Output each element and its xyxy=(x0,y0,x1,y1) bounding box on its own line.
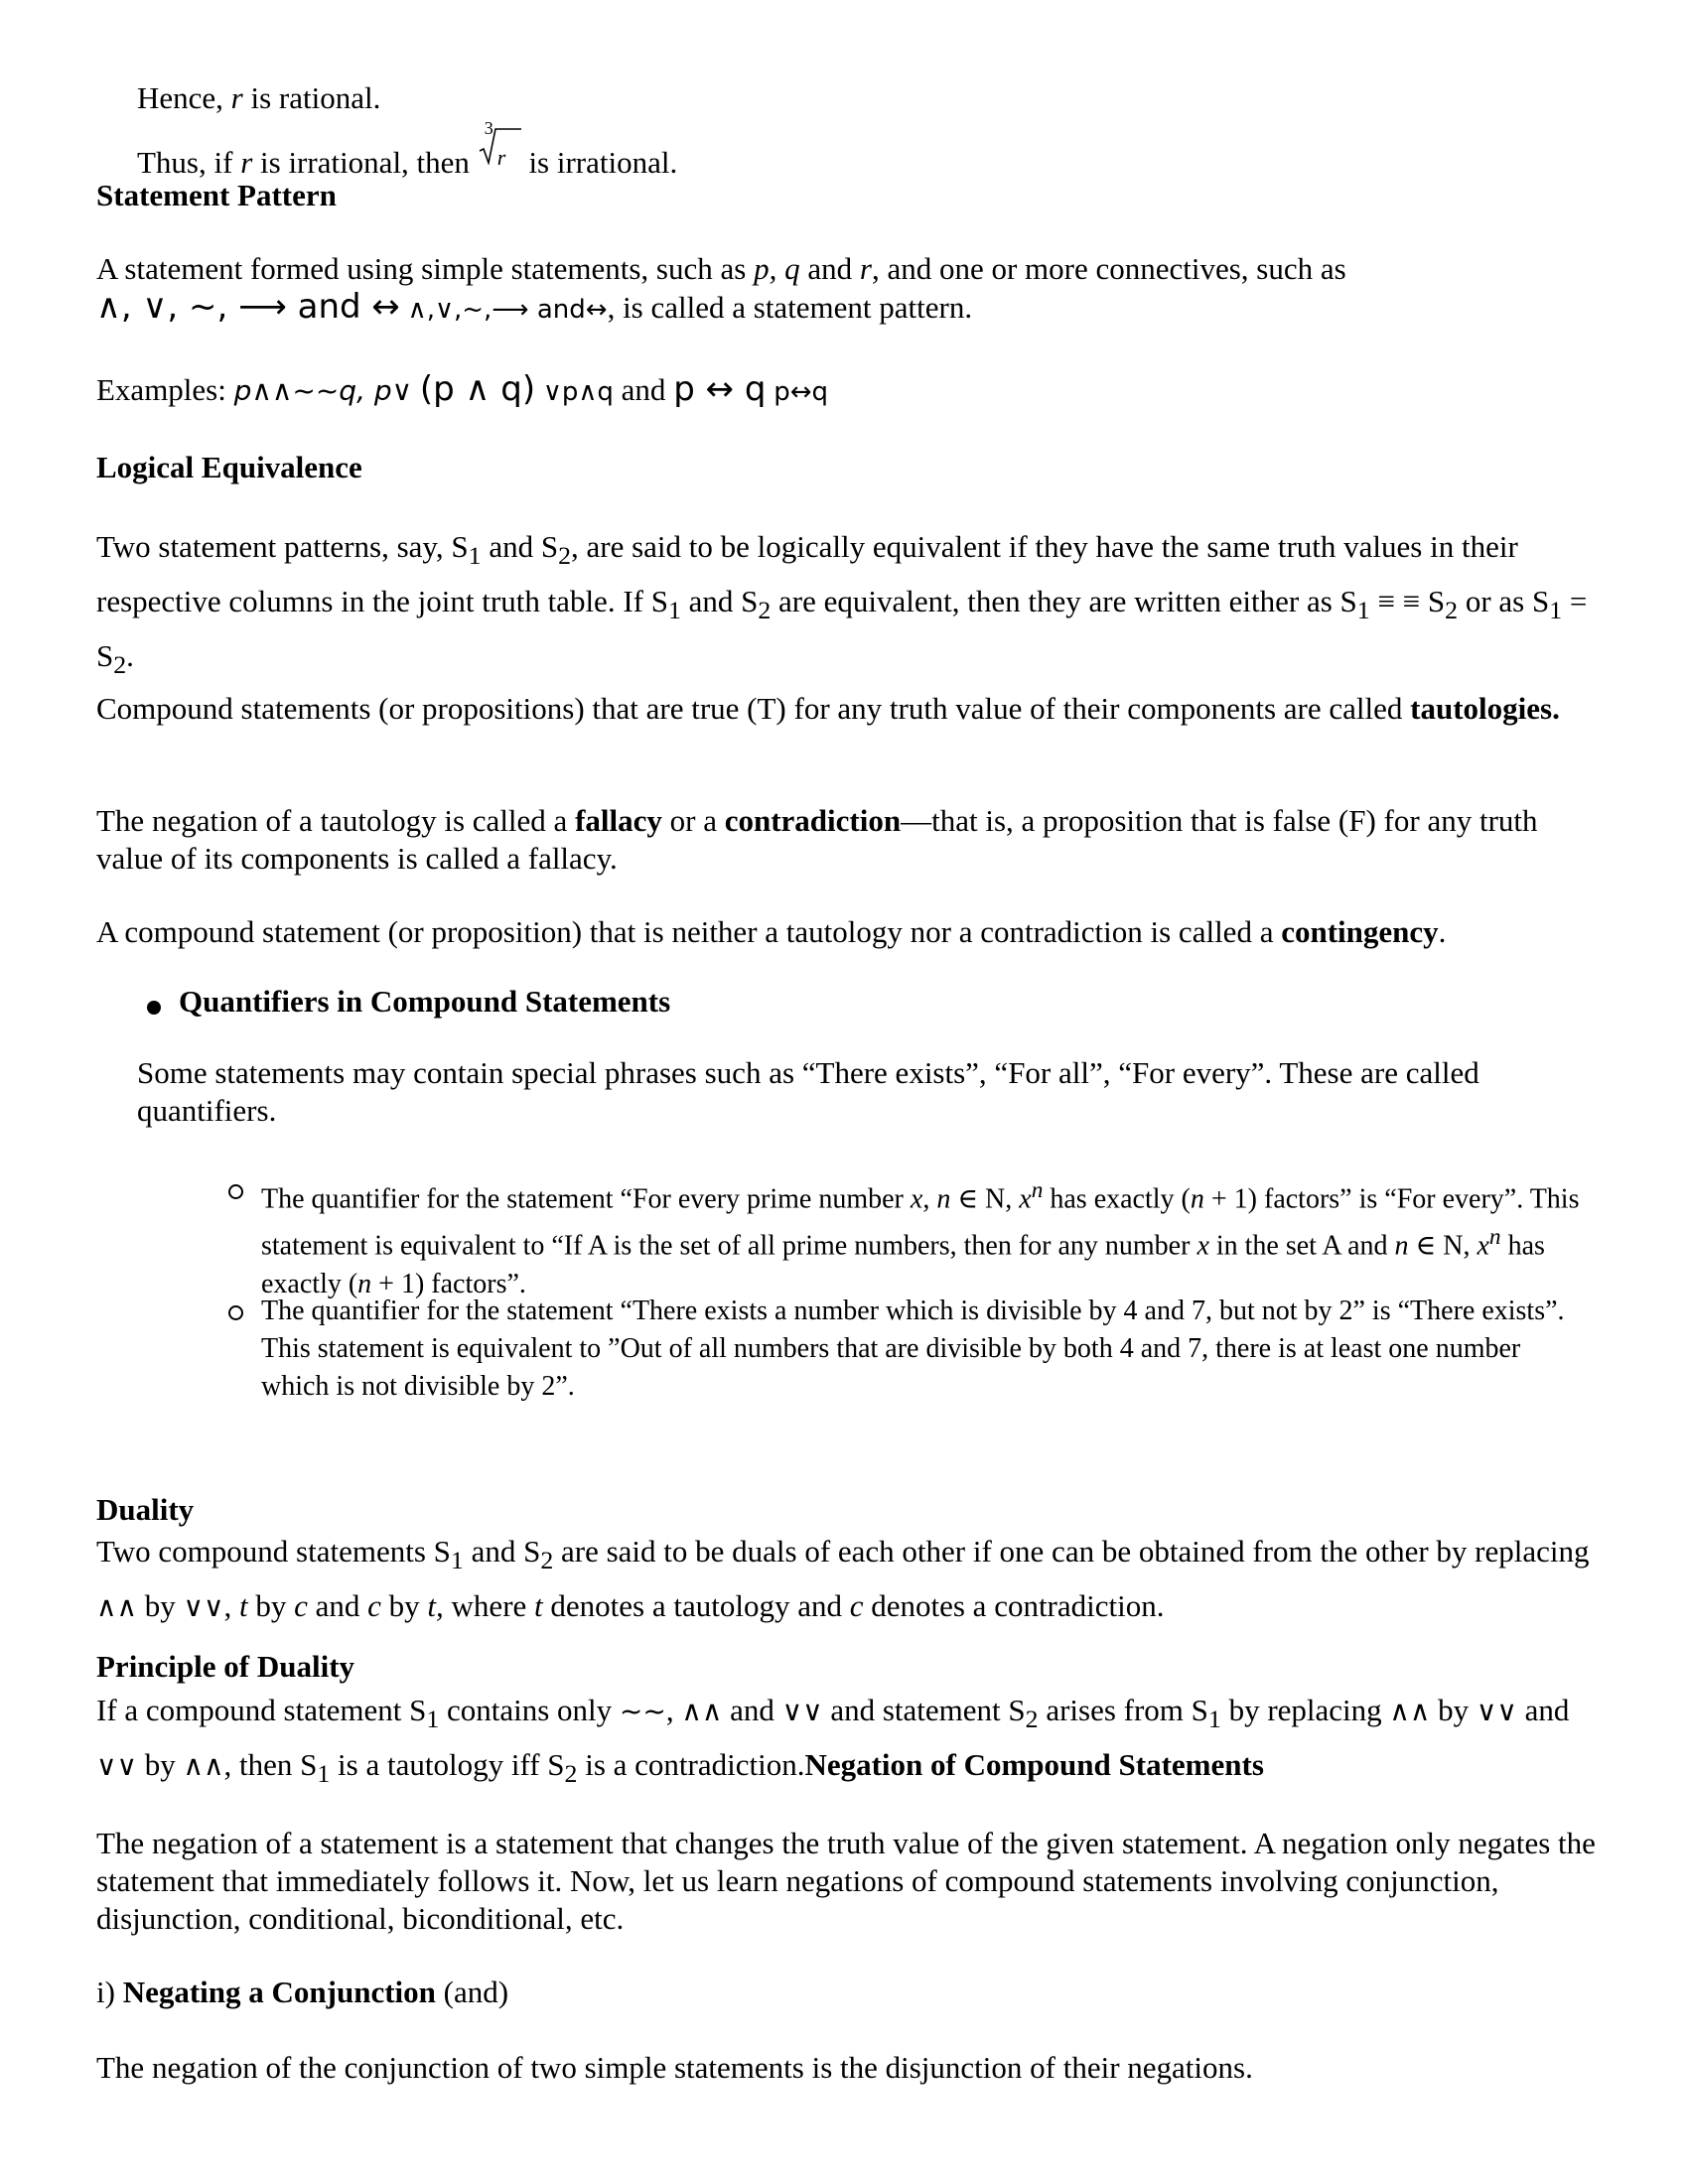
circle-bullet-icon xyxy=(228,1184,243,1199)
quantifiers-intro: Some statements may contain special phrases such as “There exists”, “For all”, “For every”. These are called quantifiers. xyxy=(137,1055,1479,1128)
circle-bullet-icon xyxy=(228,1305,243,1320)
heading-quantifiers: Quantifiers in Compound Statements xyxy=(179,984,671,1019)
heading-statement-pattern: Statement Pattern xyxy=(96,178,337,212)
bullet-icon xyxy=(147,1001,161,1015)
duality-paragraph: Two compound statements $S_1$ and $S_2$ are said to be duals of each other if one can be obtained from the other by replacing ∧∧ by ∨∨, t by c and c by t, where t denotes a tautology and c denotes a contradiction. xyxy=(96,1534,1590,1624)
principle-paragraph: If a compound statement $S_1$ contains only ~~, ∧∧ and ∨∨ and statement $S_2$ arises from $S_1$ by replacing ∧∧ by ∨∨ and ∨∨ by ∧∧, then $S_1$ is a tautology iff $S_2$ is a contradiction.Negation of Compound Statements xyxy=(96,1693,1570,1789)
statement-pattern-examples: Examples: p∧∧~~q, p∨ (p ∧ q) ∨p∧q and p ↔ q p↔q xyxy=(96,369,829,409)
heading-negating-conjunction: i) Negating a Conjunction (and) xyxy=(96,1975,509,2009)
fallacy-paragraph: The negation of a tautology is called a fallacy or a contradiction—that is, a proposition that is false (F) for any truth value of its components is called a fallacy. xyxy=(96,803,1538,876)
contingency-paragraph: A compound statement (or proposition) that is neither a tautology nor a contradiction is called a contingency. xyxy=(96,914,1447,949)
negation-paragraph: The negation of a statement is a statement that changes the truth value of the given statement. A negation only negates the statement that immediately follows it. Now, let us learn negations of compound statements involving conjunction, disjunction, conditional, biconditional, etc. xyxy=(96,1826,1596,1936)
quantifier-example-1: The quantifier for the statement “For every prime number x, n ∈ N, $x^n$ has exactly (n + 1) factors” is “For every”. This statement is equivalent to “If A is the set of all prime numbers, then for any number x in the set A and n ∈ N, $x^n$ has exactly (n + 1) factors”. xyxy=(261,1177,1580,1299)
quantifier-example-2: The quantifier for the statement “There exists a number which is divisible by 4 and 7, but not by 2” is “There exists”. This statement is equivalent to ”Out of all numbers that are divisible by both 4 and 7, there is at least one number which is not divisible by 2”. xyxy=(261,1296,1565,1402)
cube-root: 3 r xyxy=(478,139,521,179)
negation-conjunction-paragraph: The negation of the conjunction of two simple statements is the disjunction of their negations. xyxy=(96,2050,1253,2085)
heading-principle-of-duality: Principle of Duality xyxy=(96,1649,355,1684)
statement-pattern-paragraph: A statement formed using simple statements, such as p, q and r, and one or more connectives, such as ∧, ∨, ~, ⟶ and ↔ ∧,∨,~,⟶ and↔, is called a statement pattern. xyxy=(96,251,1346,327)
heading-logical-equivalence: Logical Equivalence xyxy=(96,450,362,484)
intro-line-1: Hence, r is rational. xyxy=(137,80,381,115)
heading-duality: Duality xyxy=(96,1492,195,1527)
intro-line-2: Thus, if r is irrational, then 3 r is irrational. xyxy=(137,118,678,180)
logical-equivalence-paragraph: Two statement patterns, say, $S_1$ and $S_2$, are said to be logically equivalent if they have the same truth values in their respective columns in the joint truth table. If $S_1$ and $S_2$ are equivalent, then they are written either as $S_1$ ≡ ≡ $S_2$ or as $S_1 = S_2$. xyxy=(96,529,1588,680)
tautologies-paragraph: Compound statements (or propositions) that are true (T) for any truth value of their components are called tautologies. xyxy=(96,691,1560,726)
